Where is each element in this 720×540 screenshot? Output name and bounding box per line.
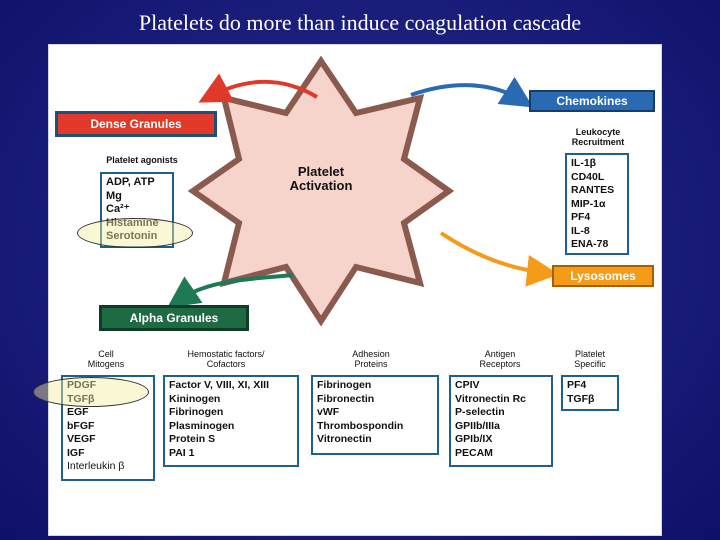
dense-item: Serotonin — [106, 230, 158, 242]
mitogen-item: EGF — [67, 406, 89, 418]
antigen-item: PECAM — [455, 446, 493, 459]
hemostatic-item: Factor V, VIII, XI, XIII — [169, 379, 269, 391]
adhesion-item: Vitronectin — [317, 433, 372, 445]
adhesion-item: Fibronectin — [317, 392, 375, 405]
chemokine-item: PF4 — [571, 211, 591, 223]
lysosomes-header: Lysosomes — [552, 265, 654, 287]
arrow-to-chemokines — [411, 85, 523, 101]
arrow-to-alpha-granules — [177, 275, 293, 301]
diagram-panel — [48, 44, 662, 536]
caption-line1: Adhesion — [352, 349, 390, 359]
antigen-item: CPIV — [455, 379, 480, 391]
mitogen-item: TGFβ — [67, 392, 95, 405]
chemokines-header: Chemokines — [529, 90, 655, 112]
caption-line1: Platelet — [574, 349, 606, 359]
mitogen-item: IGF — [67, 446, 85, 459]
dense-item: ADP, ATP — [106, 176, 155, 188]
alpha-col-caption-antigen — [465, 349, 535, 369]
alpha-col-caption-adhesion — [331, 349, 411, 369]
dense-item: Mg — [106, 189, 122, 202]
hemostatic-item: Kininogen — [169, 392, 221, 405]
antigen-item: P-selectin — [455, 406, 505, 418]
dense-caption: Platelet agonists — [106, 155, 178, 165]
alpha-col-caption-mitogens — [71, 349, 141, 369]
antigen-item: GPIIb/IIIa — [455, 419, 500, 432]
chemokines-caption — [555, 127, 641, 147]
adhesion-item: vWF — [317, 406, 340, 418]
specific-item: PF4 — [567, 379, 587, 391]
arrow-to-lysosomes — [441, 233, 547, 273]
chemokines-caption-line1: Leukocyte — [575, 127, 621, 137]
caption-line1: Antigen — [484, 349, 516, 359]
mitogen-item: bFGF — [67, 419, 95, 432]
mitogen-item: Interleukin β — [67, 460, 125, 472]
alpha-granules-header: Alpha Granules — [99, 305, 249, 331]
antigen-item: GPIb/IX — [455, 433, 493, 445]
hemostatic-item: Protein S — [169, 433, 216, 445]
hemostatic-item: Plasminogen — [169, 419, 235, 432]
mitogen-item: VEGF — [67, 433, 96, 445]
adhesion-item: Thrombospondin — [317, 419, 404, 432]
chemokines-items-box — [565, 153, 629, 255]
chemokine-item: MIP-1α — [571, 197, 606, 210]
chemokines-caption-line2: Recruitment — [571, 137, 625, 147]
alpha-adhesion-box — [311, 375, 439, 455]
center-label — [271, 165, 371, 193]
specific-item: TGFβ — [567, 392, 595, 405]
mitogen-item: PDGF — [67, 379, 97, 391]
hemostatic-item: Fibrinogen — [169, 406, 224, 418]
caption-line1: Cell — [98, 349, 114, 359]
chemokine-item: RANTES — [571, 184, 615, 196]
antigen-item: Vitronectin Rc — [455, 392, 526, 405]
chemokine-item: ENA-78 — [571, 238, 609, 250]
adhesion-item: Fibrinogen — [317, 379, 372, 391]
chemokine-item: IL-8 — [571, 224, 590, 237]
center-label-line1: Platelet — [297, 164, 345, 179]
slide-title: Platelets do more than induce coagulation cascade — [138, 10, 582, 35]
hemostatic-item: PAI 1 — [169, 446, 195, 459]
alpha-antigen-box — [449, 375, 553, 467]
dense-item: Histamine — [106, 216, 159, 229]
caption-line1: Hemostatic factors/ — [187, 349, 265, 359]
chemokine-item: CD40L — [571, 170, 605, 183]
alpha-specific-box — [561, 375, 619, 411]
caption-line2: Mitogens — [87, 359, 125, 369]
dense-item: Ca²⁺ — [106, 203, 130, 215]
center-label-line2: Activation — [289, 178, 353, 193]
caption-line2: Proteins — [354, 359, 388, 369]
alpha-col-caption-hemostatic — [171, 349, 281, 369]
caption-line2: Receptors — [479, 359, 521, 369]
dense-granules-header: Dense Granules — [55, 111, 217, 137]
alpha-hemostatic-box — [163, 375, 299, 467]
caption-line2: Specific — [574, 359, 606, 369]
highlight-ellipse-mitogens — [33, 377, 149, 407]
highlight-ellipse-dense — [77, 218, 193, 248]
caption-line2: Cofactors — [206, 359, 246, 369]
chemokine-item: IL-1β — [571, 157, 597, 169]
alpha-col-caption-specific — [560, 349, 620, 369]
